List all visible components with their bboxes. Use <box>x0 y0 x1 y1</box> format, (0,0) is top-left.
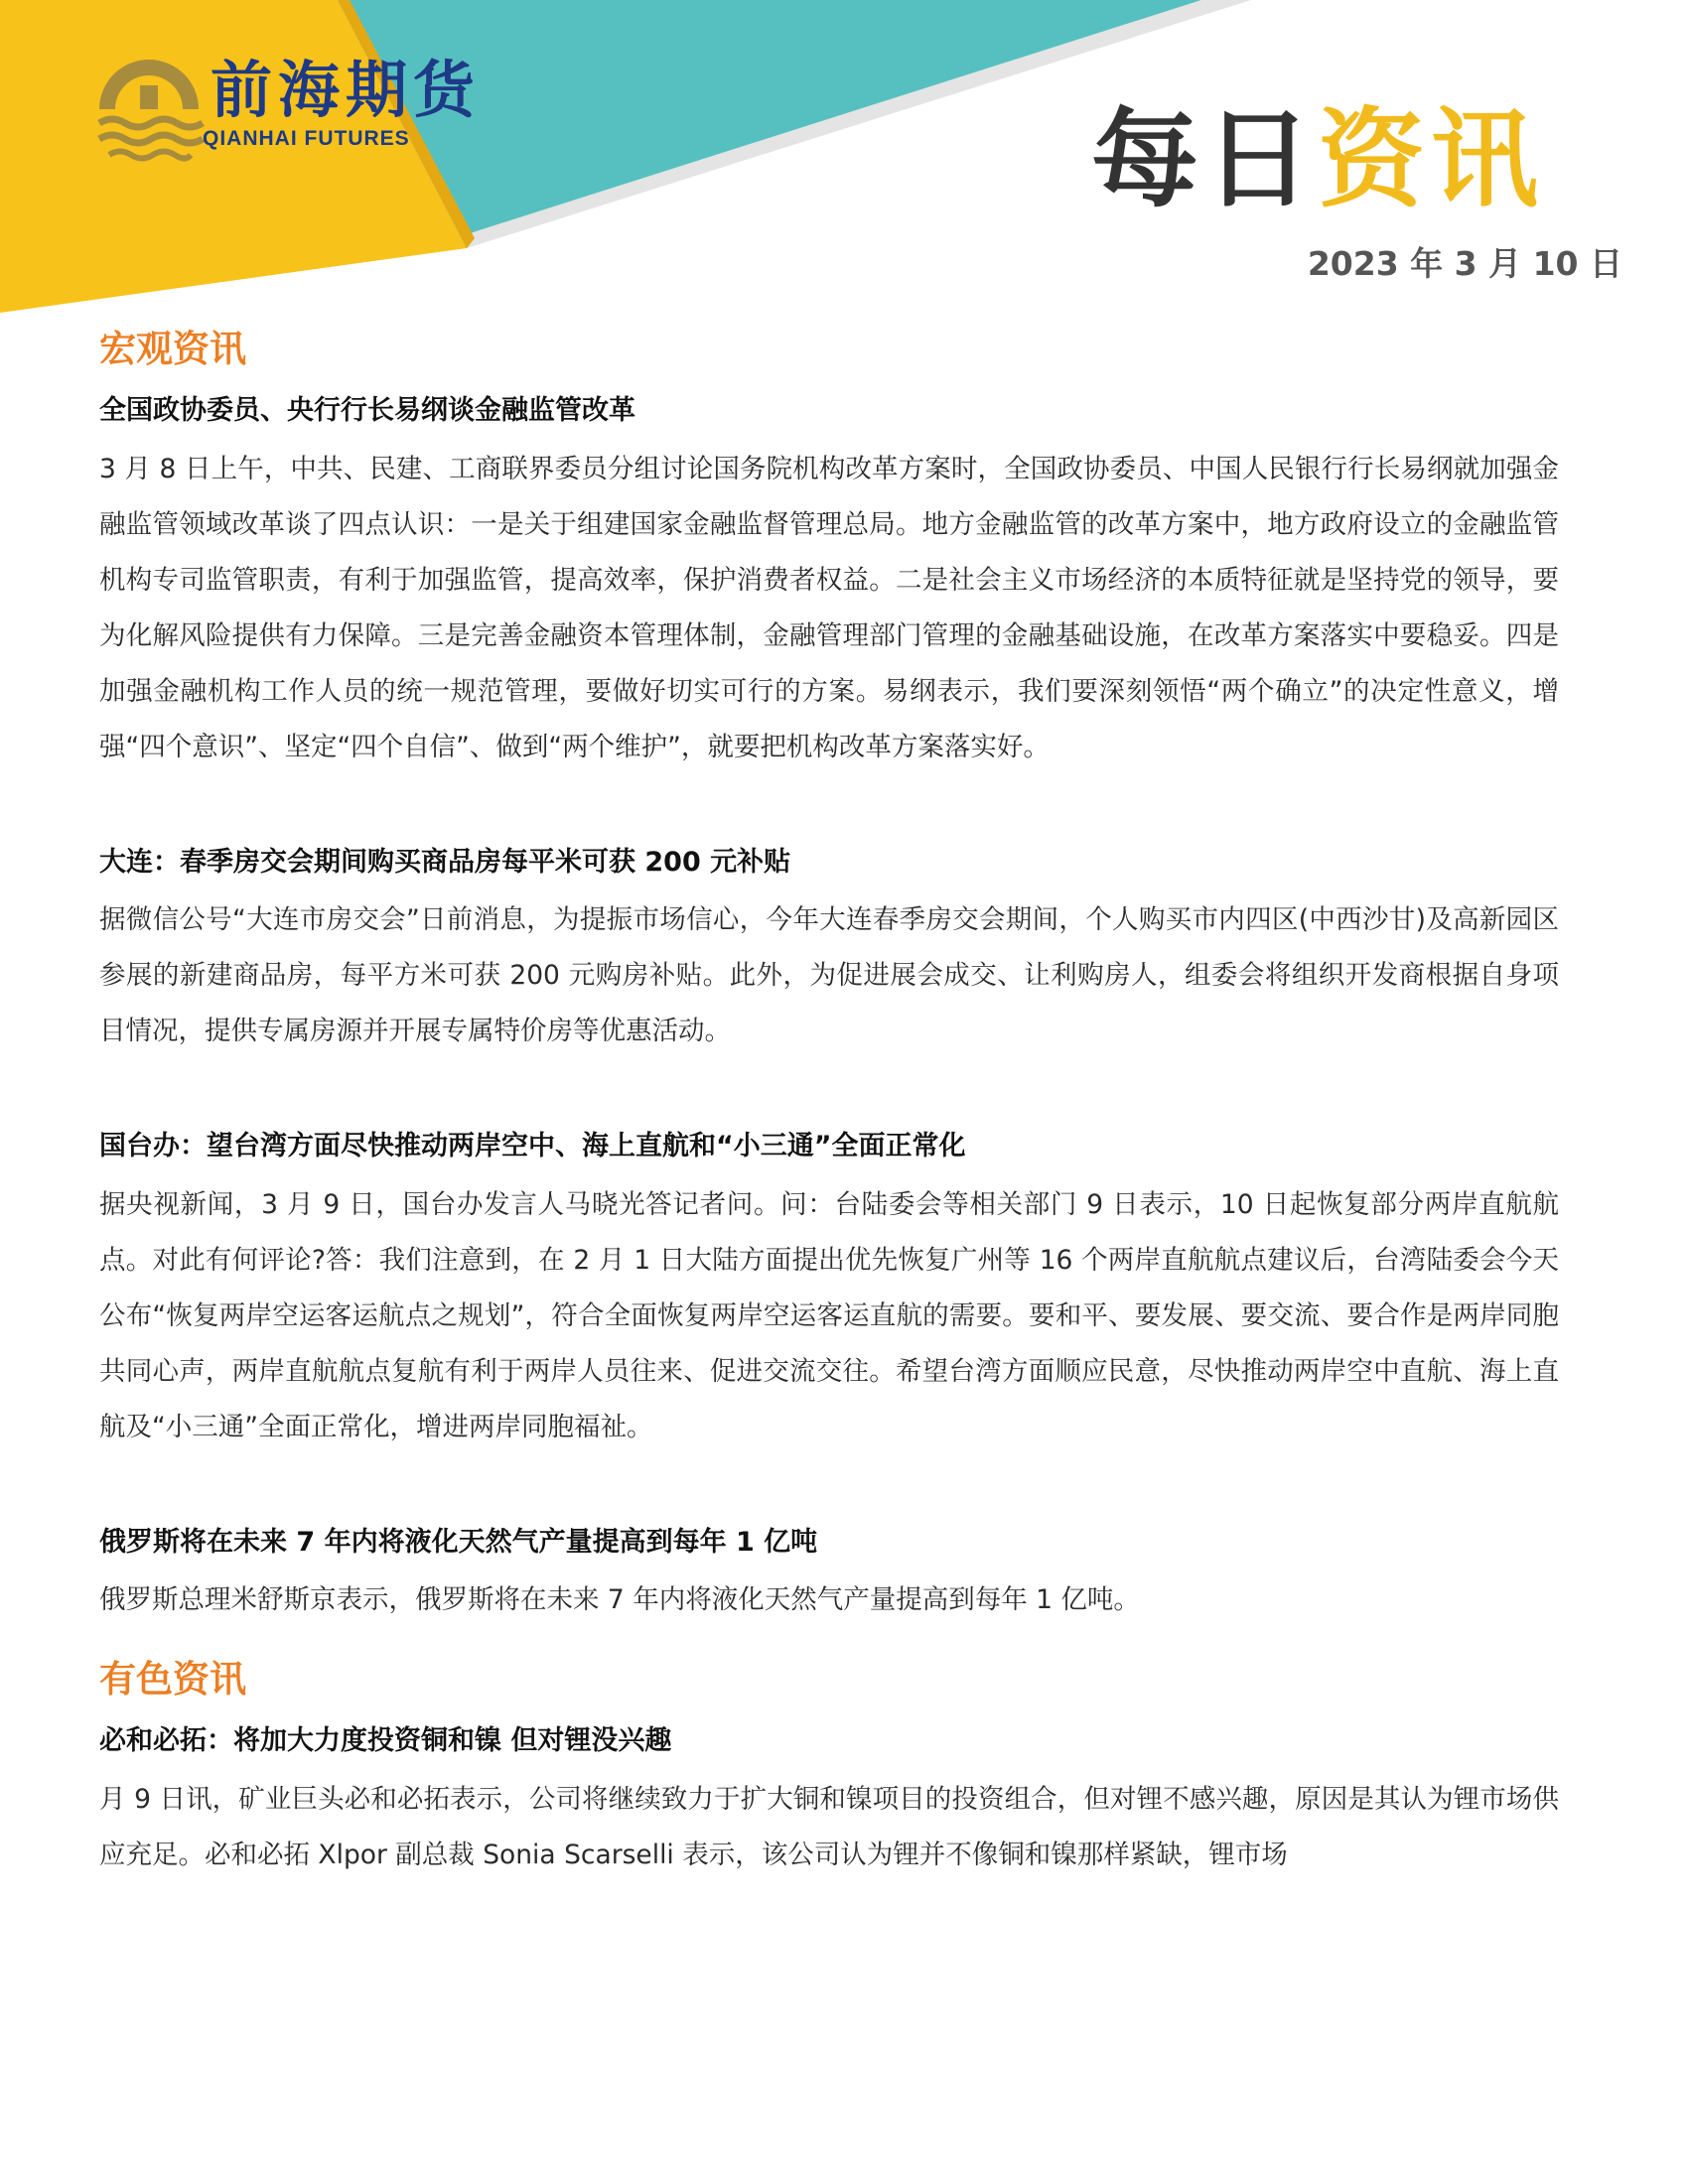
page-title <box>1090 98 1544 222</box>
page-date: 2023 年 3 月 10 日 <box>1307 244 1622 283</box>
article <box>99 391 1559 775</box>
article-body: 月 9 日讯，矿业巨头必和必拓表示，公司将继续致力于扩大铜和镍项目的投资组合，但对锂不感兴趣，原因是其认为锂市场供应充足。必和必拓 Xlpor 副总裁 Sonia Scarselli 表示，该公司认为锂并不像铜和镍那样紧缺，锂市场 <box>99 1783 1559 1870</box>
page-title-part2: 资讯 <box>1317 98 1544 222</box>
article-title: 全国政协委员、央行行长易纲谈金融监管改革 <box>99 395 635 427</box>
article-title: 大连：春季房交会期间购买商品房每平米可获 200 元补贴 <box>99 846 791 878</box>
article <box>99 1523 1559 1629</box>
article <box>99 1127 1559 1455</box>
logo-english-name: QIANHAI FUTURES <box>203 127 410 150</box>
article-title: 国台办：望台湾方面尽快推动两岸空中、海上直航和“小三通”全面正常化 <box>99 1131 966 1162</box>
section-title-macro: 宏观资讯 <box>99 328 246 370</box>
article-title: 必和必拓：将加大力度投资铜和镍 但对锂没兴趣 <box>99 1725 672 1757</box>
article-body: 3 月 8 日上午，中共、民建、工商联界委员分组讨论国务院机构改革方案时，全国政协委员、中国人民银行行长易纲就加强金融监管领域改革谈了四点认识：一是关于组建国家金融监督管理总局。地方金融监管的改革方案中，地方政府设立的金融监管机构专司监管职责，有利于加强监管，提高效率，保护消费者权益。二是社会主义市场经济的本质特征就是坚持党的领导，要为化解风险提供有力保障。三是完善金融资本管理体制，金融管理部门管理的金融基础设施，在改革方案落实中要稳妥。四是加强金融机构工作人员的统一规范管理，要做好切实可行的方案。易纲表示，我们要深刻领悟“两个确立”的决定性意义，增强“四个意识”、坚定“四个自信”、做到“两个维护”，就要把机构改革方案落实好。 <box>99 453 1559 762</box>
logo-chinese-name: 前海期货 <box>211 54 482 126</box>
article <box>99 843 1559 1060</box>
article-body: 据微信公号“大连市房交会”日前消息，为提振市场信心，今年大连春季房交会期间，个人购买市内四区(中西沙甘)及高新园区参展的新建商品房，每平方米可获 200 元购房补贴。此外，为促进展会成交、让利购房人，组委会将组织开发商根据自身项目情况，提供专属房源并开展专属特价房等优惠活动。 <box>99 904 1559 1047</box>
article-title: 俄罗斯将在未来 7 年内将液化天然气产量提高到每年 1 亿吨 <box>99 1526 818 1558</box>
main-content <box>99 326 1559 1951</box>
section-title-nonferrous: 有色资讯 <box>99 1658 246 1702</box>
article-body: 据央视新闻，3 月 9 日，国台办发言人马晓光答记者问。问：台陆委会等相关部门 9 日表示，10 日起恢复部分两岸直航航点。对此有何评论?答：我们注意到，在 2 月 1 日大陆方面提出优先恢复广州等 16 个两岸直航航点建议后，台湾陆委会今天公布“恢复两岸空运客运航点之规划”，符合全面恢复两岸空运客运直航的需要。要和平、要发展、要交流、要合作是两岸同胞共同心声，两岸直航航点复航有利于两岸人员往来、促进交流交往。希望台湾方面顺应民意，尽快推动两岸空中直航、海上直航及“小三通”全面正常化，增进两岸同胞福祉。 <box>99 1188 1559 1442</box>
article-body: 俄罗斯总理米舒斯京表示，俄罗斯将在未来 7 年内将液化天然气产量提高到每年 1 亿吨。 <box>99 1584 1140 1616</box>
article <box>99 1721 1559 1883</box>
page-title-part1: 每日 <box>1090 98 1318 222</box>
